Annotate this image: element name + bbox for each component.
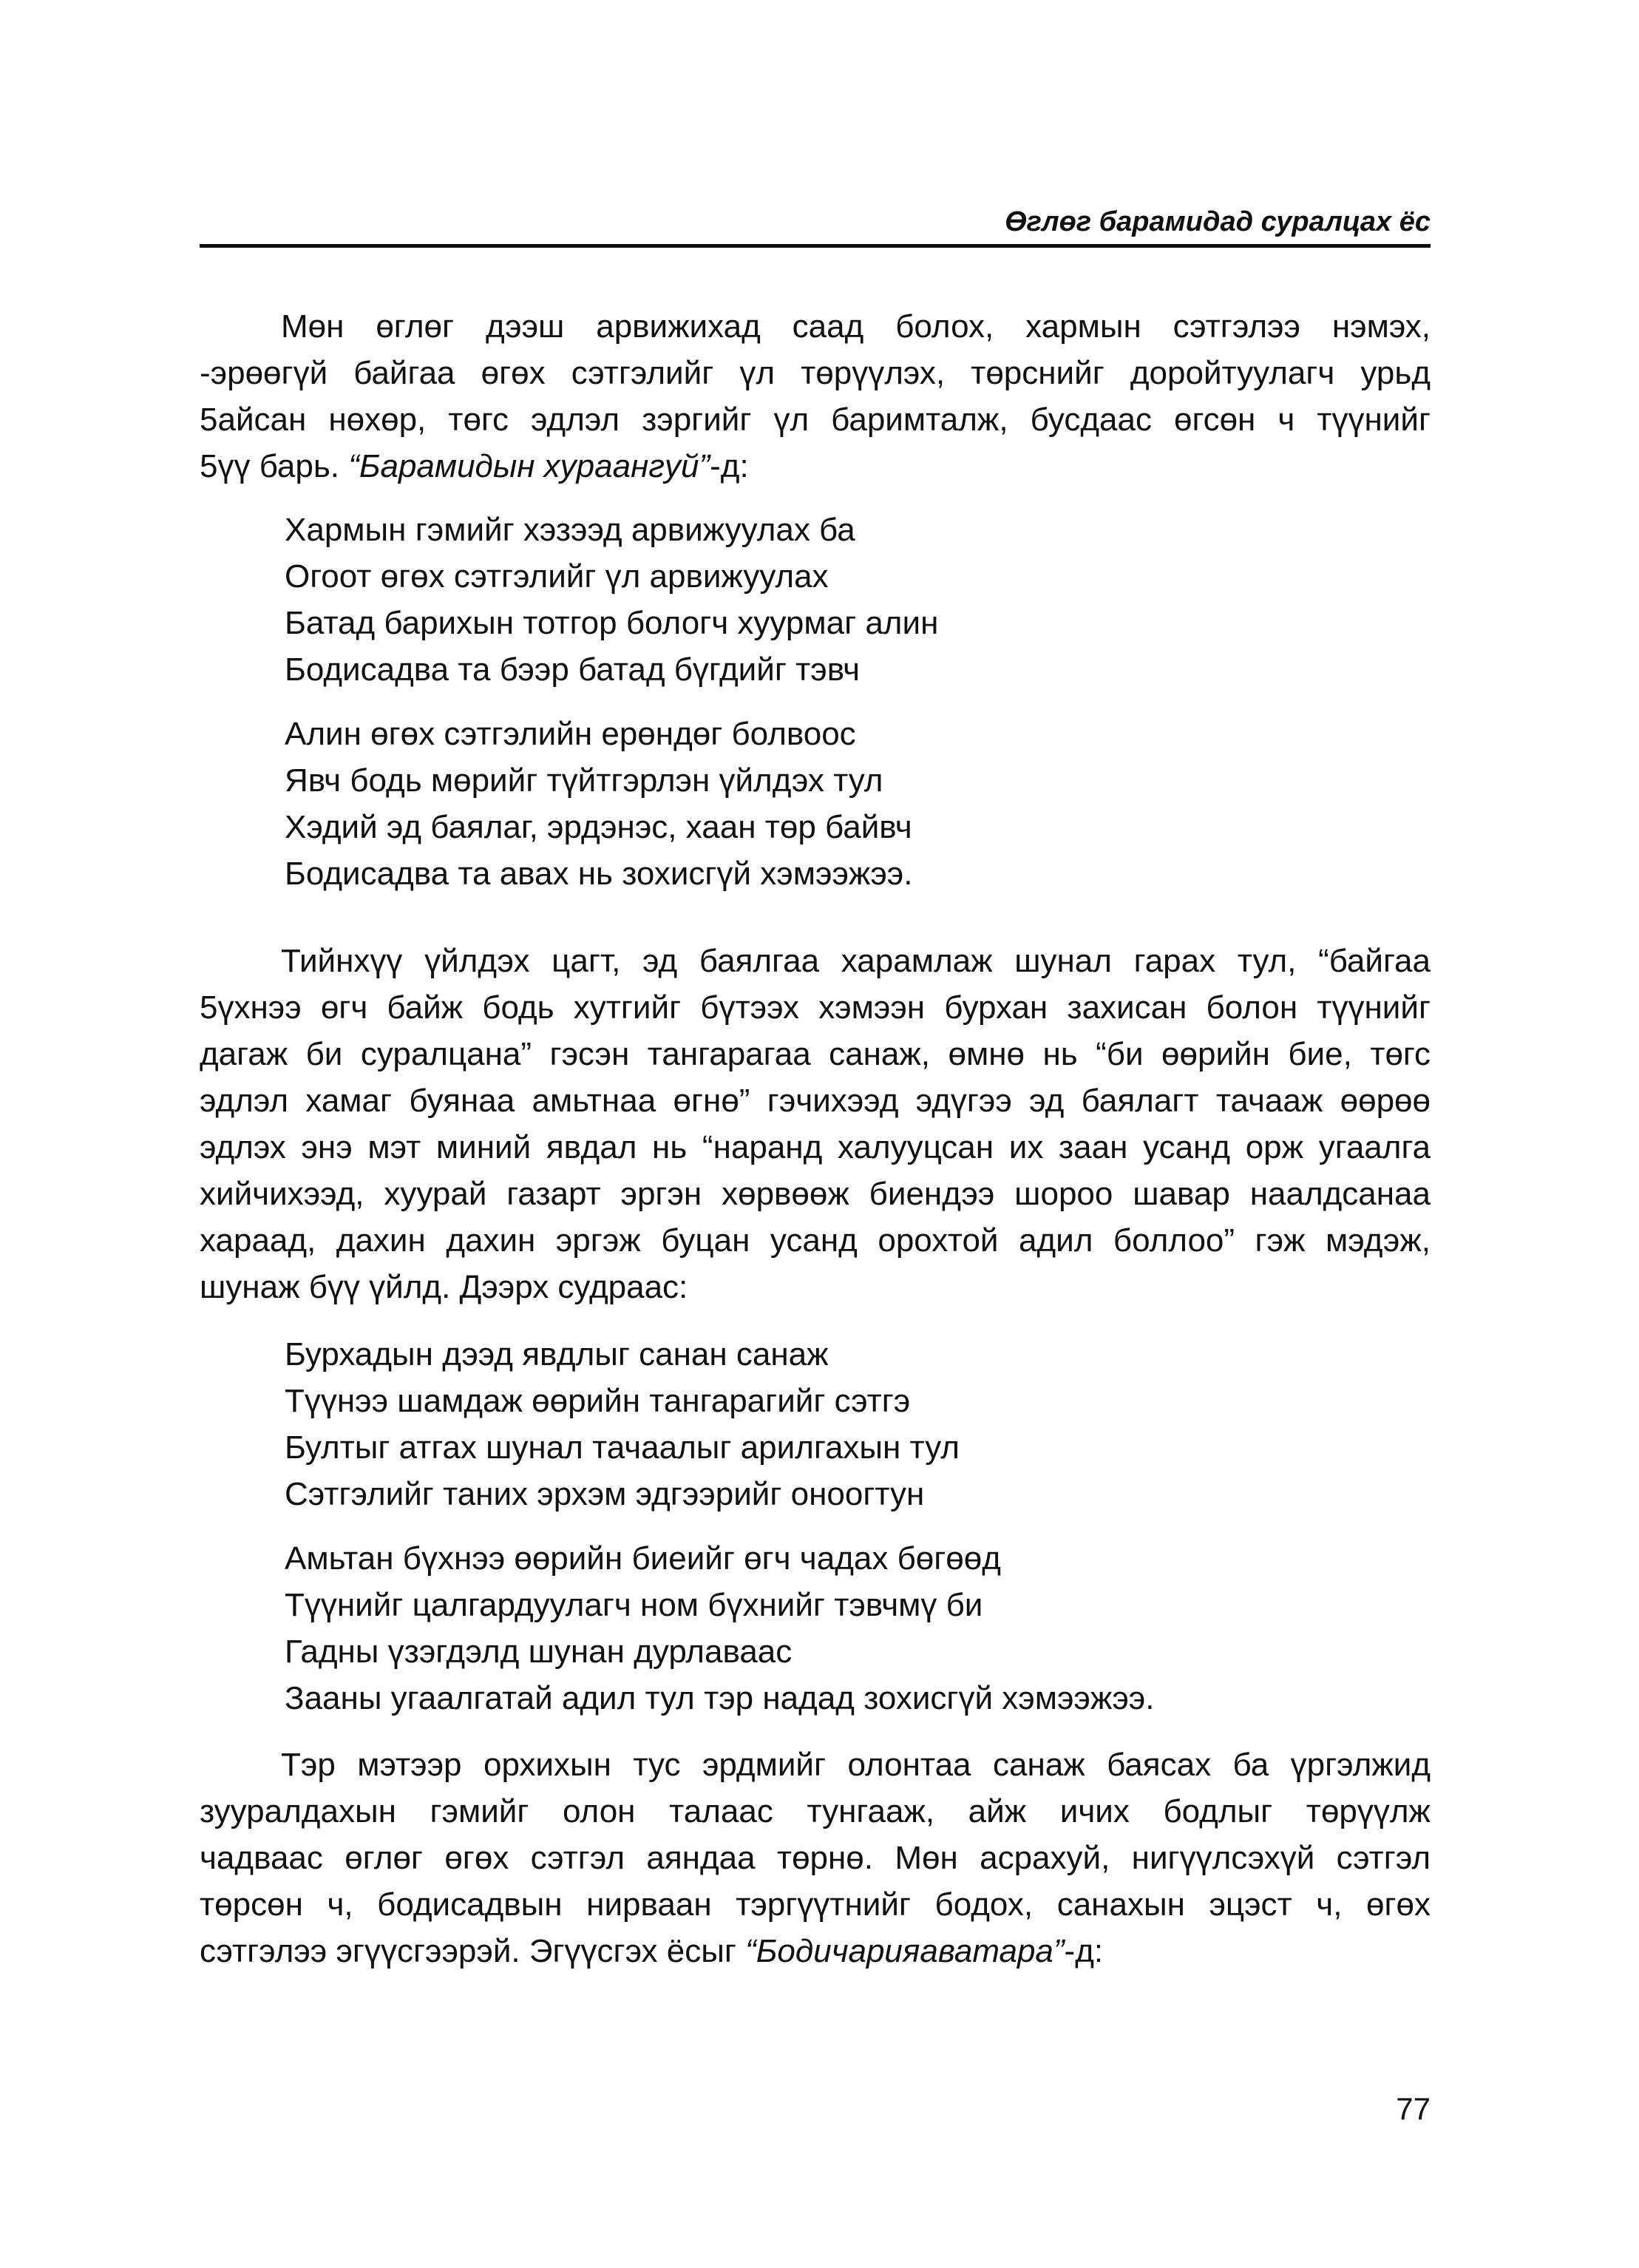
stanza-gap — [285, 693, 1431, 711]
verse-line: Гадны үзэгдэлд шунан дурлаваас — [285, 1634, 793, 1670]
paragraph-line: Тийнхүү үйлдэх цагт, эд баялгаа харамлаж шунал гарах тул, “байгаа — [281, 943, 1431, 979]
verse-line: Хармын гэмийг хэзээд арвижуулах ба — [285, 512, 855, 548]
paragraph-line: чадваас өглөг өгөх сэтгэл аяндаа төрнө. Мөн асрахуй, нигүүлсэхүй сэтгэл — [200, 1840, 1431, 1876]
verse-line: Хэдий эд баялаг, эрдэнэс, хаан төр байвч — [285, 809, 912, 845]
text-run: сэтгэлээ эгүүсгээрэй. Эгүүсгэх ёсыг — [200, 1933, 746, 1969]
paragraph-line: хараад, дахин дахин эргэж буцан усанд орохтой адил боллоо” гэж мэдэж, — [200, 1222, 1431, 1259]
paragraph-line: шунаж бүү үйлд. Дээрх судраас: — [200, 1269, 688, 1305]
verse-line: Бодисадва та авах нь зохисгүй хэмээжээ. — [285, 856, 913, 892]
stanza-gap — [285, 1517, 1431, 1535]
verse-line: Түүнээ шамдаж өөрийн тангарагийг сэтгэ — [285, 1383, 911, 1419]
text-run: 5үү барь. — [200, 448, 349, 484]
paragraph-line: 5айсан нөхөр, төгс эдлэл зэргийг үл баримталж, бусдаас өгсөн ч түүнийг — [200, 402, 1431, 438]
paragraph-line: эдлэх энэ мэт миний явдал нь “наранд халууцсан их заан усанд орж угаалга — [200, 1129, 1431, 1165]
verse-line: Амьтан бүхнээ өөрийн биеийг өгч чадах бөгөөд — [285, 1540, 1001, 1577]
paragraph-1 — [200, 303, 1431, 490]
running-header-title: Өглөг барамидад суралцах ёс — [1005, 206, 1431, 237]
paragraph-3 — [200, 1741, 1431, 1974]
verse-1 — [285, 507, 1431, 897]
paragraph-line — [200, 443, 1431, 490]
paragraph-line: дагаж би суралцана” гэсэн тангарагаа санаж, өмнө нь “би өөрийн бие, төгс — [200, 1036, 1431, 1072]
paragraph-line: Мөн өглөг дээш арвижихад саад болох, хармын сэтгэлээ нэмэх, — [281, 308, 1431, 345]
verse-line: Сэтгэлийг таних эрхэм эдгээрийг оноогтун — [285, 1476, 925, 1512]
running-header — [200, 200, 1431, 248]
quoted-title: “Барамидын хураангуй” — [348, 448, 710, 484]
text-run: -д: — [1064, 1933, 1104, 1969]
verse-line: Батад барихын тотгор бологч хуурмаг алин — [285, 605, 939, 641]
verse-2 — [285, 1331, 1431, 1722]
paragraph-line: хийчихээд, хуурай газарт эргэн хөрвөөж биендээ шороо шавар наалдсанаа — [200, 1176, 1431, 1212]
verse-line: Бурхадын дээд явдлыг санан санаж — [285, 1336, 829, 1372]
verse-line: Бодисадва та бээр батад бүгдийг тэвч — [285, 651, 861, 688]
paragraph-line — [200, 1928, 1431, 1974]
verse-line: Алин өгөх сэтгэлийн ерөндөг болвоос — [285, 716, 856, 752]
paragraph-2 — [200, 938, 1431, 1310]
paragraph-line: төрсөн ч, бодисадвын нирваан тэргүүтнийг бодох, санахын эцэст ч, өгөх — [200, 1886, 1431, 1923]
verse-line: Түүнийг цалгардуулагч ном бүхнийг тэвчмү би — [285, 1587, 983, 1623]
verse-line: Явч бодь мөрийг түйтгэрлэн үйлдэх тул — [285, 762, 883, 799]
paragraph-line: зууралдахын гэмийг олон талаас тунгааж, айж ичих бодлыг төрүүлж — [200, 1793, 1431, 1829]
quoted-title: “Бодичарияаватара” — [745, 1933, 1065, 1969]
text-run: -д: — [710, 448, 749, 484]
verse-line: Огоот өгөх сэтгэлийг үл арвижуулах — [285, 558, 829, 595]
paragraph-line: Тэр мэтээр орхихын тус эрдмийг олонтаа санаж баясах ба үргэлжид — [281, 1747, 1431, 1783]
paragraph-line: -эрөөгүй байгаа өгөх сэтгэлийг үл төрүүлэх, төрснийг доройтуулагч урьд — [200, 355, 1431, 391]
paragraph-line: 5үхнээ өгч байж бодь хутгийг бүтээх хэмээн бурхан захисан болон түүнийг — [200, 989, 1431, 1026]
verse-line: Зааны угаалгатай адил тул тэр надад зохисгүй хэмээжээ. — [285, 1680, 1155, 1716]
page-number: 77 — [1396, 2091, 1431, 2126]
paragraph-line: эдлэл хамаг буянаа амьтнаа өгнө” гэчихээд эдүгээ эд баялагт тачааж өөрөө — [200, 1083, 1431, 1119]
verse-line: Бултыг атгах шунал тачаалыг арилгахын тул — [285, 1429, 960, 1466]
